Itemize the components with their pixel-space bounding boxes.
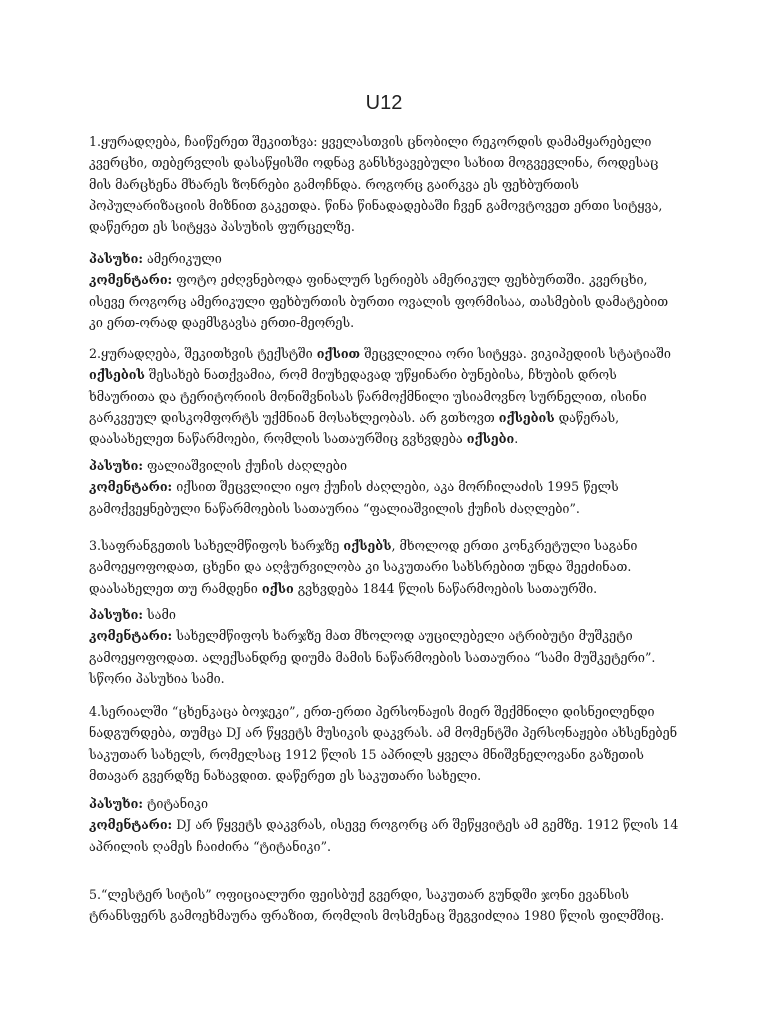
question-2 xyxy=(89,343,681,449)
text-segment: პოპულარიზაციის მიზნით გაკეთდა. წინა წინადადებაში ჩვენ გამოვტოვეთ ერთი სიტყვა, xyxy=(89,197,663,213)
answer-line xyxy=(89,248,681,269)
question-line xyxy=(89,701,681,722)
text-segment: გარკვეულ დისკომფორტს უქმნიან მოსახლეობას. არ გთხოვთ xyxy=(89,409,499,425)
question-line xyxy=(89,535,681,556)
answer-label: პასუხი: xyxy=(89,251,143,266)
text-segment: 5.“ლესტერ სიტის” ოფიციალური ფეისბუქ გვერდი, საკუთარ გუნდში ჯონი ევანსის xyxy=(89,887,629,902)
text-segment: ტრანსფერს გამოეხმაურა ფრაზით, რომლის მოსმენაც შეგვიძლია 1980 წლის ფილმშიც. xyxy=(89,908,665,924)
text-segment: დაწერას, xyxy=(554,409,620,425)
comment-label: კომენტარი: xyxy=(89,817,173,833)
text-segment: კი ერთ-ორად დაემსგავსა ერთი-მეორეს. xyxy=(89,314,355,330)
comment-label: კომენტარი: xyxy=(89,628,173,644)
comment-line xyxy=(89,312,681,333)
comment-line xyxy=(89,269,681,290)
text-segment: საკუთარ სახელს, რომელსაც 1912 წლის 15 აპრილს ყველა მნიშვნელოვანი გაზეთის xyxy=(89,746,644,762)
text-segment: დაასახელეთ თუ რამდენი xyxy=(89,580,262,596)
comment-line xyxy=(89,498,681,519)
page-title: U12 xyxy=(365,92,403,114)
question-line xyxy=(89,364,681,385)
text-segment: ხმაურითა და ტერიტორიის მონიშვნისას წარმოქმნილი უსიამოვნო სურნელით, ისინი xyxy=(89,388,647,404)
answer-line xyxy=(89,604,681,625)
text-segment: 2.ყურადღება, შეკითხვის ტექსტში xyxy=(89,346,317,361)
text-segment: შეცვლილია ორი სიტყვა. ვიკიპედიის სტატიაში xyxy=(360,346,671,361)
comment-label: კომენტარი: xyxy=(89,479,173,495)
answer-text: ამერიკული xyxy=(143,251,222,266)
question-line xyxy=(89,174,681,195)
text-segment: 1.ყურადღება, ჩაიწერეთ შეკითხვა: ყველასთვის ცნობილი რეკორდის დამამყარებელი xyxy=(89,134,652,149)
answer-comment-1 xyxy=(89,248,681,333)
text-segment: დაასახელეთ ნაწარმოები, რომლის სათაურშიც გვხვდება xyxy=(89,431,467,447)
text-segment: , მხოლოდ ერთი კონკრეტული საგანი xyxy=(391,538,638,553)
comment-line xyxy=(89,814,681,835)
text-segment: შესახებ ნათქვამია, რომ მიუხედავად უწყინარი ბუნებისა, ჩხუბის დროს xyxy=(144,367,617,383)
answer-label: პასუხი: xyxy=(89,607,143,622)
answer-line xyxy=(89,793,681,814)
answer-comment-2 xyxy=(89,455,681,519)
text-segment: გამოქვეყნებული ნაწარმოების სათაურია “ფალიაშვილის ქუჩის ძაღლები”. xyxy=(89,500,580,516)
comment-line xyxy=(89,476,681,497)
bold-term: იქსი xyxy=(261,580,294,596)
bold-term: იქსით xyxy=(316,346,361,361)
question-line xyxy=(89,744,681,765)
question-line xyxy=(89,765,681,786)
answer-text: ტიტანიკი xyxy=(143,796,209,811)
question-line xyxy=(89,216,681,237)
answer-text: ფალიაშვილის ქუჩის ძაღლები xyxy=(143,458,347,473)
comment-line xyxy=(89,668,681,689)
text-segment: აპრილის ღამეს ჩაიძირა “ტიტანიკი”. xyxy=(89,838,332,854)
question-line xyxy=(89,556,681,577)
text-segment: 4.სერიალში “ცხენკაცა ბოჯეკი”, ერთ-ერთი პერსონაჟის მიერ შექმნილი დისნეილენდი xyxy=(89,704,655,719)
question-line xyxy=(89,386,681,407)
text-segment: სახელმწიფოს ხარჯზე მათ მხოლოდ აუცილებელი ატრიბუტი მუშკეტი xyxy=(172,628,633,644)
text-segment: დაწერეთ ეს სიტყვა პასუხის ფურცელზე. xyxy=(89,219,355,235)
question-4 xyxy=(89,701,681,786)
question-line xyxy=(89,428,681,449)
question-line xyxy=(89,195,681,216)
comment-line xyxy=(89,625,681,646)
question-line xyxy=(89,578,681,599)
question-line xyxy=(89,884,681,905)
answer-line xyxy=(89,455,681,476)
text-segment: მთავარ გვერდზე ნახავდით. დაწერეთ ეს საკუთარი სახელი. xyxy=(89,767,482,783)
bold-term: იქსების xyxy=(498,409,555,425)
text-segment: DJ არ წყვეტს დაკვრას, ისევე როგორც არ შეწყვიტეს ამ გემზე. 1912 წლის 14 xyxy=(172,817,679,833)
text-segment: 3.საფრანგეთის სახელმწიფოს ხარჯზე xyxy=(89,538,344,553)
text-segment: . xyxy=(514,431,519,447)
text-segment: გამოეყოფოდათ. ალექსანდრე დიუმა მამის ნაწარმოების სათაურია “სამი მუშკეტერი”. xyxy=(89,649,656,665)
question-3 xyxy=(89,535,681,599)
question-1 xyxy=(89,131,681,237)
text-segment: ისევე როგორც ამერიკული ფეხბურთის ბურთი ოვალის ფორმისაა, თასმების დამატებით xyxy=(89,293,669,309)
question-line xyxy=(89,407,681,428)
question-line xyxy=(89,343,681,364)
question-line xyxy=(89,152,681,173)
bold-term: იქსებს xyxy=(343,538,392,553)
text-segment: გამოეყოფოდათ, ცხენი და აღჭურვილობა კი საკუთარი სახსრებით უნდა შეეძინათ. xyxy=(89,559,632,575)
text-segment: გვხვდება 1844 წლის ნაწარმოების სათაურში. xyxy=(293,580,598,596)
answer-comment-4 xyxy=(89,793,681,857)
comment-line xyxy=(89,291,681,312)
comment-label: კომენტარი: xyxy=(89,272,173,288)
text-segment: ფოტო ეძღვნებოდა ფინალურ სერიებს ამერიკულ ფეხბურთში. კვერცხი, xyxy=(172,272,648,288)
text-segment: სწორი პასუხია სამი. xyxy=(89,670,225,686)
bold-term: იქსები xyxy=(466,431,515,447)
answer-label: პასუხი: xyxy=(89,796,143,811)
comment-line xyxy=(89,647,681,668)
question-5 xyxy=(89,884,681,927)
bold-term: იქსების xyxy=(89,367,145,383)
text-segment: ნადგურდება, თუმცა DJ არ წყვეტს მუსიკის დაკვრას. ამ მომენტში პერსონაჟები ახსენებენ xyxy=(89,725,678,741)
question-line xyxy=(89,722,681,743)
text-segment: მის მარცხენა მხარეს ზონრები გამოჩნდა. როგორც გაირკვა ეს ფეხბურთის xyxy=(89,176,579,192)
comment-line xyxy=(89,836,681,857)
answer-text: სამი xyxy=(143,607,176,622)
text-segment: იქსით შეცვლილი იყო ქუჩის ძაღლები, აკა მორჩილაძის 1995 წელს xyxy=(172,479,619,495)
answer-label: პასუხი: xyxy=(89,458,143,473)
question-line xyxy=(89,131,681,152)
question-line xyxy=(89,905,681,926)
answer-comment-3 xyxy=(89,604,681,689)
text-segment: კვერცხი, თებერვლის დასაწყისში ოდნავ განსხვავებული სახით მოგვევლინა, როდესაც xyxy=(89,155,659,171)
